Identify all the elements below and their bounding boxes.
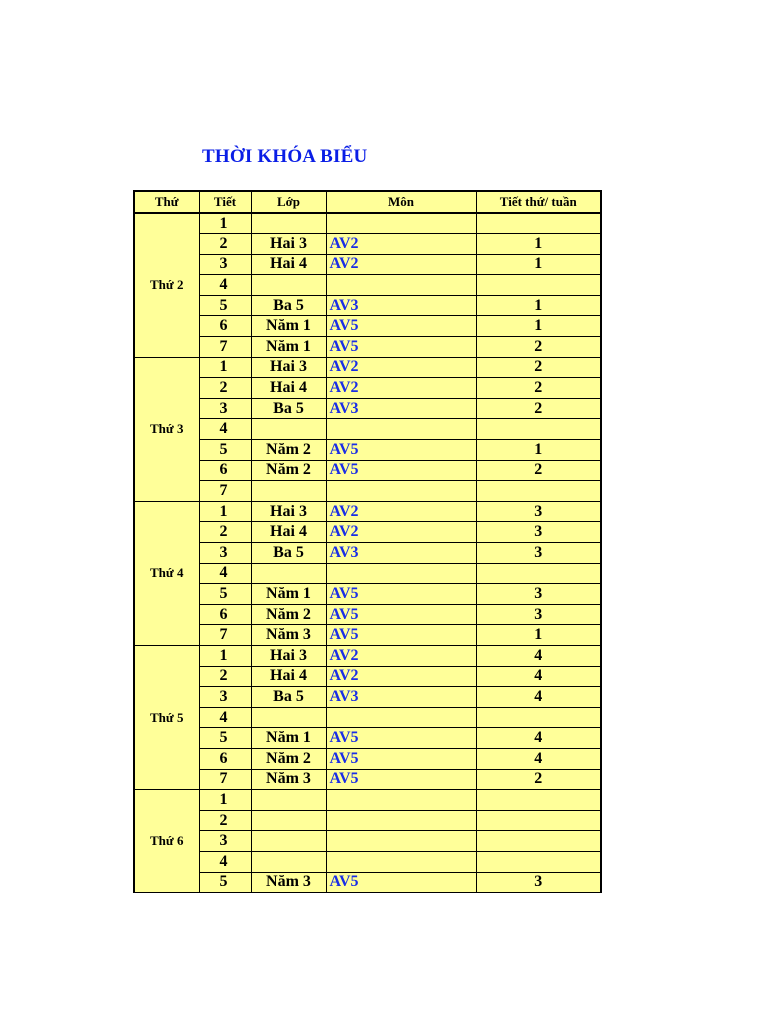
class-cell: [251, 213, 326, 234]
table-row: [134, 522, 601, 543]
class-cell: Năm 3: [251, 872, 326, 893]
subject-cell: AV5: [326, 316, 476, 337]
table-row: [134, 481, 601, 502]
table-row: [134, 645, 601, 666]
class-cell: Hai 4: [251, 254, 326, 275]
subject-cell: AV3: [326, 295, 476, 316]
period-cell: 2: [199, 810, 251, 831]
per-week-cell: 2: [476, 460, 601, 481]
subject-cell: [326, 810, 476, 831]
period-cell: 7: [199, 625, 251, 646]
table-row: [134, 625, 601, 646]
per-week-cell: 4: [476, 687, 601, 708]
table-row: [134, 501, 601, 522]
period-cell: 3: [199, 543, 251, 564]
per-week-cell: [476, 563, 601, 584]
table-row: [134, 295, 601, 316]
subject-cell: [326, 563, 476, 584]
period-cell: 1: [199, 790, 251, 811]
subject-cell: AV5: [326, 440, 476, 461]
per-week-cell: 1: [476, 625, 601, 646]
period-cell: 5: [199, 584, 251, 605]
per-week-cell: 1: [476, 254, 601, 275]
period-cell: 4: [199, 563, 251, 584]
subject-cell: AV2: [326, 501, 476, 522]
per-week-cell: 4: [476, 666, 601, 687]
header-day: Thứ: [134, 191, 199, 213]
period-cell: 5: [199, 728, 251, 749]
period-cell: 3: [199, 687, 251, 708]
per-week-cell: 1: [476, 295, 601, 316]
class-cell: Năm 3: [251, 769, 326, 790]
per-week-cell: 3: [476, 584, 601, 605]
class-cell: [251, 481, 326, 502]
period-cell: 1: [199, 357, 251, 378]
period-cell: 2: [199, 378, 251, 399]
table-row: [134, 584, 601, 605]
period-cell: 2: [199, 666, 251, 687]
period-cell: 6: [199, 316, 251, 337]
class-cell: Năm 2: [251, 604, 326, 625]
class-cell: Hai 3: [251, 501, 326, 522]
subject-cell: AV2: [326, 645, 476, 666]
subject-cell: [326, 707, 476, 728]
subject-cell: [326, 851, 476, 872]
per-week-cell: [476, 831, 601, 852]
header-per-week: Tiết thứ/ tuần: [476, 191, 601, 213]
subject-cell: [326, 419, 476, 440]
class-cell: [251, 563, 326, 584]
per-week-cell: [476, 419, 601, 440]
table-row: [134, 810, 601, 831]
table-row: [134, 872, 601, 893]
per-week-cell: 4: [476, 728, 601, 749]
table-row: [134, 851, 601, 872]
per-week-cell: 2: [476, 357, 601, 378]
class-cell: Ba 5: [251, 687, 326, 708]
per-week-cell: 1: [476, 234, 601, 255]
subject-cell: [326, 275, 476, 296]
subject-cell: [326, 790, 476, 811]
subject-cell: [326, 831, 476, 852]
table-row: [134, 604, 601, 625]
table-row: [134, 748, 601, 769]
subject-cell: AV5: [326, 728, 476, 749]
class-cell: Năm 2: [251, 440, 326, 461]
subject-cell: AV5: [326, 460, 476, 481]
period-cell: 5: [199, 295, 251, 316]
table-row: [134, 234, 601, 255]
class-cell: [251, 810, 326, 831]
table-row: [134, 728, 601, 749]
per-week-cell: 3: [476, 872, 601, 893]
class-cell: Ba 5: [251, 295, 326, 316]
class-cell: Năm 1: [251, 584, 326, 605]
table-row: [134, 275, 601, 296]
per-week-cell: [476, 851, 601, 872]
subject-cell: AV5: [326, 337, 476, 358]
subject-cell: AV2: [326, 357, 476, 378]
table-row: [134, 460, 601, 481]
period-cell: 4: [199, 275, 251, 296]
table-row: [134, 337, 601, 358]
subject-cell: AV2: [326, 666, 476, 687]
table-row: [134, 769, 601, 790]
per-week-cell: 3: [476, 543, 601, 564]
subject-cell: AV2: [326, 254, 476, 275]
subject-cell: AV5: [326, 625, 476, 646]
per-week-cell: 4: [476, 748, 601, 769]
per-week-cell: 2: [476, 769, 601, 790]
class-cell: Hai 3: [251, 645, 326, 666]
table-row: [134, 213, 601, 234]
period-cell: 3: [199, 254, 251, 275]
period-cell: 6: [199, 748, 251, 769]
table-row: [134, 440, 601, 461]
per-week-cell: 3: [476, 522, 601, 543]
class-cell: Hai 4: [251, 378, 326, 399]
subject-cell: AV5: [326, 769, 476, 790]
per-week-cell: [476, 481, 601, 502]
subject-cell: AV5: [326, 748, 476, 769]
per-week-cell: [476, 275, 601, 296]
period-cell: 7: [199, 337, 251, 358]
class-cell: Năm 1: [251, 728, 326, 749]
class-cell: Ba 5: [251, 398, 326, 419]
period-cell: 3: [199, 831, 251, 852]
table-row: [134, 378, 601, 399]
per-week-cell: 2: [476, 398, 601, 419]
table-row: [134, 831, 601, 852]
class-cell: [251, 851, 326, 872]
day-label: Thứ 4: [134, 501, 199, 645]
per-week-cell: 4: [476, 645, 601, 666]
timetable: [133, 190, 602, 893]
table-row: [134, 790, 601, 811]
class-cell: [251, 419, 326, 440]
period-cell: 5: [199, 440, 251, 461]
period-cell: 4: [199, 707, 251, 728]
table-row: [134, 666, 601, 687]
subject-cell: AV2: [326, 522, 476, 543]
header-subject: Môn: [326, 191, 476, 213]
period-cell: 5: [199, 872, 251, 893]
table-row: [134, 419, 601, 440]
period-cell: 1: [199, 213, 251, 234]
table-row: [134, 398, 601, 419]
per-week-cell: [476, 790, 601, 811]
period-cell: 4: [199, 851, 251, 872]
period-cell: 1: [199, 645, 251, 666]
period-cell: 7: [199, 769, 251, 790]
table-row: [134, 357, 601, 378]
class-cell: [251, 707, 326, 728]
table-row: [134, 543, 601, 564]
class-cell: Hai 4: [251, 522, 326, 543]
per-week-cell: 2: [476, 378, 601, 399]
day-label: Thứ 6: [134, 790, 199, 893]
class-cell: Hai 3: [251, 357, 326, 378]
per-week-cell: 2: [476, 337, 601, 358]
subject-cell: [326, 213, 476, 234]
per-week-cell: 1: [476, 316, 601, 337]
table-row: [134, 254, 601, 275]
per-week-cell: [476, 213, 601, 234]
table-body: [134, 213, 601, 893]
day-label: Thứ 5: [134, 645, 199, 789]
subject-cell: AV3: [326, 543, 476, 564]
table-row: [134, 687, 601, 708]
class-cell: [251, 275, 326, 296]
period-cell: 6: [199, 460, 251, 481]
class-cell: Năm 2: [251, 460, 326, 481]
class-cell: Năm 1: [251, 337, 326, 358]
period-cell: 1: [199, 501, 251, 522]
class-cell: Năm 2: [251, 748, 326, 769]
class-cell: [251, 831, 326, 852]
table-row: [134, 563, 601, 584]
period-cell: 3: [199, 398, 251, 419]
per-week-cell: 1: [476, 440, 601, 461]
table-header: [134, 191, 601, 213]
per-week-cell: 3: [476, 501, 601, 522]
period-cell: 2: [199, 522, 251, 543]
header-period: Tiết: [199, 191, 251, 213]
class-cell: Ba 5: [251, 543, 326, 564]
subject-cell: AV3: [326, 398, 476, 419]
day-label: Thứ 3: [134, 357, 199, 501]
day-label: Thứ 2: [134, 213, 199, 357]
subject-cell: AV5: [326, 604, 476, 625]
subject-cell: AV5: [326, 872, 476, 893]
subject-cell: [326, 481, 476, 502]
period-cell: 6: [199, 604, 251, 625]
page-title: THỜI KHÓA BIỂU: [202, 146, 368, 167]
subject-cell: AV2: [326, 378, 476, 399]
subject-cell: AV3: [326, 687, 476, 708]
per-week-cell: 3: [476, 604, 601, 625]
per-week-cell: [476, 707, 601, 728]
period-cell: 7: [199, 481, 251, 502]
per-week-cell: [476, 810, 601, 831]
class-cell: Hai 4: [251, 666, 326, 687]
class-cell: [251, 790, 326, 811]
period-cell: 2: [199, 234, 251, 255]
class-cell: Hai 3: [251, 234, 326, 255]
table-row: [134, 707, 601, 728]
table-row: [134, 316, 601, 337]
header-class: Lớp: [251, 191, 326, 213]
class-cell: Năm 1: [251, 316, 326, 337]
subject-cell: AV5: [326, 584, 476, 605]
subject-cell: AV2: [326, 234, 476, 255]
class-cell: Năm 3: [251, 625, 326, 646]
period-cell: 4: [199, 419, 251, 440]
